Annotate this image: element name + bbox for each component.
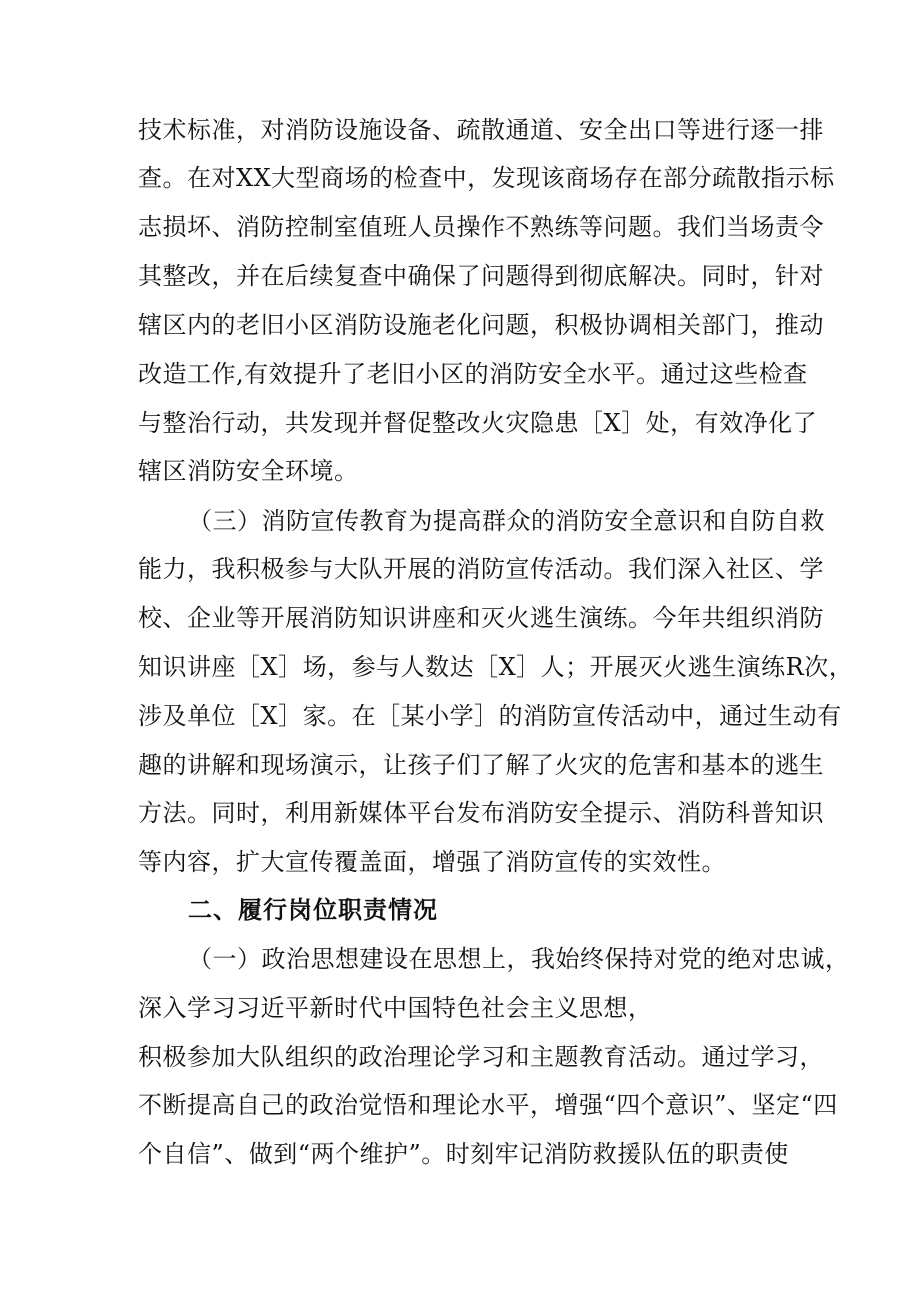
text-line: 辖区内的老旧小区消防设施老化问题，积极协调相关部门，推动 [138, 311, 824, 339]
text-line: 改造工作,有效提升了老旧小区的消防安全水平。通过这些检查 [138, 360, 808, 388]
text-line: 其整改，并在后续复查中确保了问题得到彻底解决。同时，针对 [138, 262, 824, 290]
text-line: 涉及单位［X］家。在［某小学］的消防宣传活动中，通过生动有 [138, 702, 842, 730]
text-line: 方法。同时，利用新媒体平台发布消防安全提示、消防科普知识 [138, 799, 824, 827]
text-line: 趣的讲解和现场演示，让孩子们了解了火灾的危害和基本的逃生 [138, 751, 824, 779]
section-3-heading-line: （三）消防宣传教育为提高群众的消防安全意识和自防自救 [188, 507, 825, 535]
text-line: 等内容，扩大宣传覆盖面，增强了消防宣传的实效性。 [138, 848, 726, 876]
section-heading: 二、履行岗位职责情况 [188, 896, 438, 924]
text-line: 辖区消防安全环境。 [138, 457, 359, 485]
text-line: 技术标准，对消防设施设备、疏散通道、安全出口等进行逐一排 [138, 116, 824, 144]
text-line: 志损坏、消防控制室值班人员操作不熟练等问题。我们当场责令 [138, 213, 824, 241]
text-line: 查。在对XX大型商场的检查中，发现该商场存在部分疏散指示标 [138, 164, 835, 192]
text-line: 积极参加大队组织的政治理论学习和主题教育活动。通过学习， [138, 1043, 824, 1071]
text-line: 深入学习习近平新时代中国特色社会主义思想， [138, 994, 653, 1022]
subsection-1-heading-line: （一）政治思想建设在思想上，我始终保持对党的绝对忠诚， [188, 945, 850, 973]
text-line: 不断提高自己的政治觉悟和理论水平，增强“四个意识”、坚定“四 [138, 1091, 838, 1119]
text-line: 知识讲座［X］场，参与人数达［X］人；开展灭火逃生演练R次， [138, 653, 854, 681]
text-line: 个自信”、做到“两个维护”。时刻牢记消防救援队伍的职责使 [138, 1140, 789, 1168]
text-line: 校、企业等开展消防知识讲座和灭火逃生演练。今年共组织消防 [138, 604, 824, 632]
text-line: 与整治行动，共发现并督促整改火灾隐患［X］处，有效净化了 [138, 409, 818, 437]
text-line: 能力，我积极参与大队开展的消防宣传活动。我们深入社区、学 [138, 555, 824, 583]
